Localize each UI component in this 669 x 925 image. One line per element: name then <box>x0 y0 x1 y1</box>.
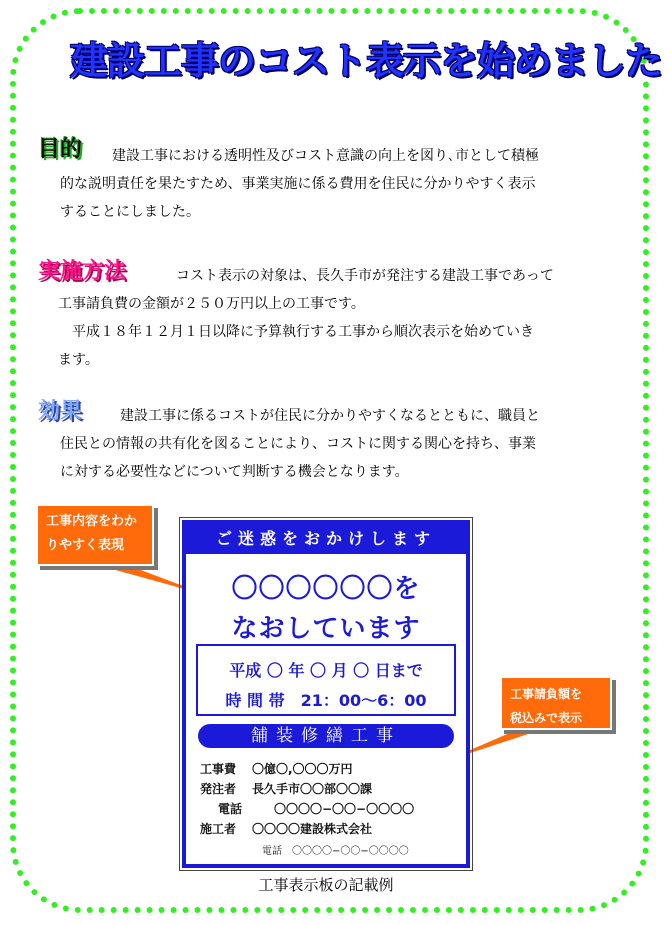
sign-info-value: 〇〇〇〇建設株式会社 <box>252 822 373 836</box>
sign-info-orderer <box>200 780 372 797</box>
sign-caption: 工事表示板の記載例 <box>258 876 394 894</box>
sign-info-contractor <box>200 820 372 837</box>
sign-info-key: 施工者 <box>200 822 237 836</box>
construction-sign-example <box>182 520 470 868</box>
method-heading: 実施方法 <box>38 259 127 284</box>
effect-line-2: 住民との情報の共有化を図ることにより、コストに関する関心を持ち、事業 <box>60 436 536 452</box>
sign-info-key: 発注者 <box>200 782 237 796</box>
sign-info-value: 〇〇〇〇−〇〇−〇〇〇〇 <box>292 846 409 857</box>
left-callout-line-1: 工事内容をわか <box>46 514 138 529</box>
sign-header: ご迷惑をおかけします <box>186 524 466 554</box>
right-callout-line-1: 工事請負額を <box>510 687 583 701</box>
sign-main-line-1: 〇〇〇〇〇〇を <box>231 574 421 604</box>
sign-info-contractor-phone <box>262 842 409 857</box>
method-line-2: 工事請負費の金額が２５０万円以上の工事です。 <box>58 296 365 312</box>
effect-line-1: 建設工事に係るコストが住民に分かりやすくなるとともに、職員と <box>120 408 540 424</box>
sign-info-key: 電話 <box>262 846 282 857</box>
sign-info-key: 電話 <box>218 802 243 816</box>
sign-info-key: 工事費 <box>200 762 237 776</box>
left-callout <box>36 504 154 566</box>
sign-work-type: 舗装修繕工事 <box>198 724 454 748</box>
sign-info-value: 長久手市〇〇部〇〇課 <box>252 782 373 796</box>
sign-main-line-2: なおしています <box>231 614 421 644</box>
sign-period-hours: 時 間 帯 21：00〜6：00 <box>225 691 427 710</box>
sign-info-orderer-phone <box>200 800 414 817</box>
page-title: 建設工事のコスト表示を始めました <box>70 39 663 83</box>
sign-period-date: 平成 〇 年 〇 月 〇 日まで <box>229 661 423 680</box>
purpose-line-1: 建設工事における透明性及びコスト意識の向上を図り､市として積極 <box>112 148 539 164</box>
effect-line-3: に対する必要性などについて判断する機会となります。 <box>60 464 409 480</box>
effect-heading: 効果 <box>38 399 83 424</box>
sign-period-box <box>196 644 456 716</box>
method-line-1: コスト表示の対象は、長久手市が発注する建設工事であって <box>176 268 554 284</box>
right-callout-line-2: 税込みで表示 <box>510 711 583 725</box>
sign-info-cost <box>200 760 353 777</box>
purpose-line-2: 的な説明責任を果たすため、事業実施に係る費用を住民に分かりやすく表示 <box>60 176 536 192</box>
purpose-line-3: することにしました。 <box>60 204 200 220</box>
purpose-heading: 目的 <box>38 137 83 162</box>
sign-info-value: 〇〇〇〇−〇〇−〇〇〇〇 <box>274 802 415 816</box>
sign-info-value: 〇億〇,〇〇〇万円 <box>252 762 353 776</box>
method-line-3: 平成１８年１２月１日以降に予算執行する工事から順次表示を始めていき <box>72 324 534 340</box>
right-callout <box>500 676 612 730</box>
left-callout-line-2: りやすく表現 <box>46 538 125 553</box>
method-line-4: ます。 <box>58 352 99 368</box>
